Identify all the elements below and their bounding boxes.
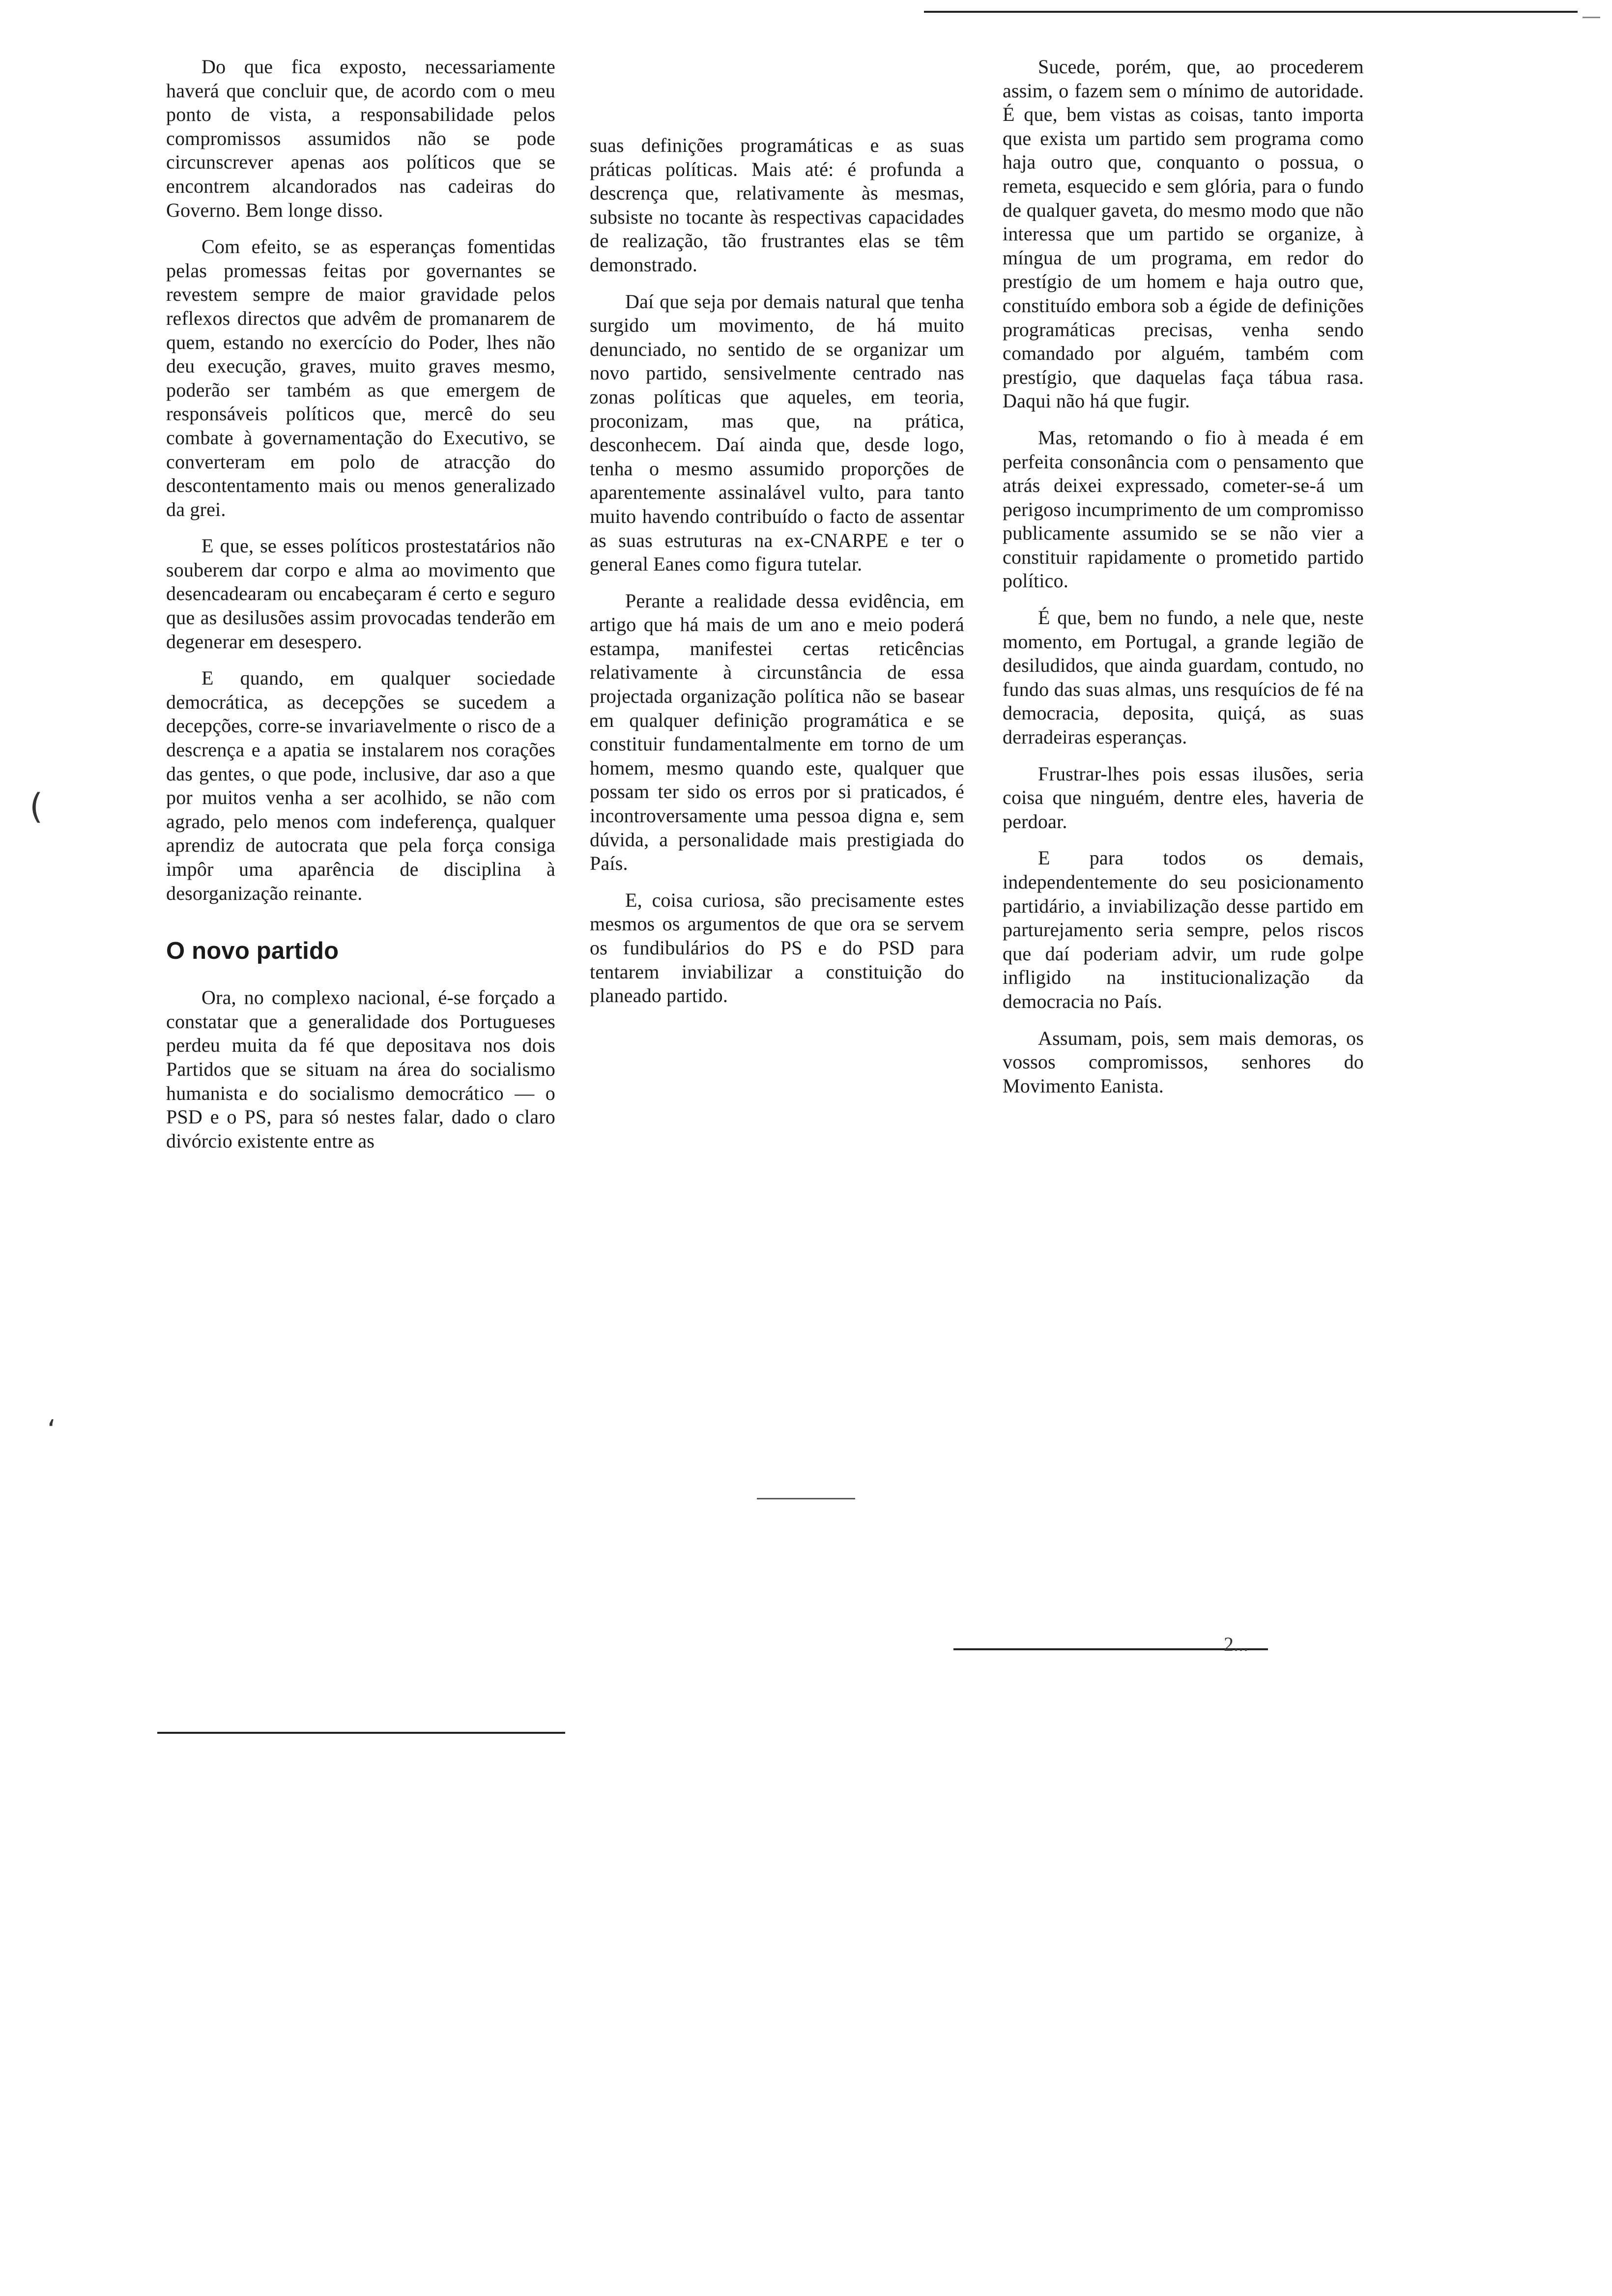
article-column-2 [590,134,964,1008]
paragraph: Daí que seja por demais natural que tenha surgido um movimento, de há muito denunciado, no sentido de se organizar um novo partido, sensivelmente centrado nas zonas políticas que aqueles, em teoria, proconizam, mas que, na prática, desconhecem. Daí ainda que, desde logo, tenha o mesmo assumido proporções de aparentemente assinalável vulto, para tanto muito havendo contribuído o facto de assentar as suas estruturas na ex-CNARPE e ter o general Eanes como figura tutelar. [590,290,964,575]
scan-margin-mark: ‘ [47,1414,56,1446]
paragraph: suas definições programáticas e as suas práticas políticas. Mais até: é profunda a descrença que, relativamente às mesmas, subsiste no tocante às respectivas capacidades de realização, tão frustrantes elas se têm demonstrado. [590,134,964,276]
paragraph: Sucede, porém, que, ao procederem assim, o fazem sem o mínimo de autoridade. É que, bem vistas as coisas, tanto importa que exista um partido sem programa como haja outro que, conquanto o possua, o remeta, esquecido e sem glória, para o fundo de qualquer gaveta, do mesmo modo que não interessa que um partido se organize, à míngua de um programa, em redor do prestígio de um homem e haja outro que, constituído embora sob a égide de definições programáticas precisas, venha sendo comandado por alguém, também com prestígio, que daquelas faça tábua rasa. Daqui não há que fugir. [1003,56,1364,412]
column-2-end-mark [757,1498,855,1499]
page-number: 2... [1224,1633,1248,1655]
scan-margin-mark: ( [29,786,43,827]
paragraph: E para todos os demais, independentemente do seu posicionamento partidário, a inviabilização desse partido em parturejamento seria sempre, pelos riscos que daí poderiam advir, um rude golpe infligido na institucionalização da democracia no País. [1003,847,1364,1012]
paragraph: Com efeito, se as esperanças fomentidas pelas promessas feitas por governantes se revestem sempre de maior gravidade pelos reflexos directos que advêm de promanarem de quem, estando no exercício do Poder, lhes não deu execução, graves, muito graves mesmo, poderão ser também as que emergem de responsáveis políticos que, mercê do seu combate à governamentação do Executivo, se converteram em polo de atracção do descontentamento mais ou menos generalizado da grei. [166,235,555,520]
paragraph: Do que fica exposto, necessariamente haverá que concluir que, de acordo com o meu ponto de vista, a responsabilidade pelos compromissos assumidos não se pode circunscrever apenas aos políticos que se encontrem alcandorados nas cadeiras do Governo. Bem longe disso. [166,56,555,221]
article-column-3 [1003,55,1364,1098]
column-3-end-rule [953,1648,1268,1650]
top-rule [924,11,1578,13]
paragraph: Frustrar-lhes pois essas ilusões, seria coisa que ninguém, dentre eles, haveria de perdoar. [1003,762,1364,832]
paragraph: Perante a realidade dessa evidência, em artigo que há mais de um ano e meio poderá estampa, manifestei certas reticências relativamente à circunstância de essa projectada organização política não se basear em qualquer definição programática e se constituir fundamentalmente em torno de um homem, mesmo quando este, qualquer que possam ter sido os erros por si praticados, é incontroversamente uma pessoa digna e, sem dúvida, a personalidade mais prestigiada do País. [590,589,964,875]
column-1-bottom-rule [157,1732,565,1734]
section-heading: O novo partido [166,938,339,965]
paragraph: É que, bem no fundo, a nele que, neste momento, em Portugal, a grande legião de desiludidos, que ainda guardam, contudo, no fundo das suas almas, uns resquícios de fé na democracia, deposita, quiçá, as suas derradeiras esperanças. [1003,606,1364,748]
paragraph: Mas, retomando o fio à meada é em perfeita consonância com o pensamento que atrás deixei expressado, cometer-se-á um perigoso incumprimento de um compromisso publicamente assumido se se não vier a constituir rapidamente o prometido partido político. [1003,426,1364,592]
top-rule-dash [1583,17,1600,18]
paragraph: Assumam, pois, sem mais demoras, os vossos compromissos, senhores do Movimento Eanista. [1003,1027,1364,1097]
paragraph: E que, se esses políticos prostestatários não souberem dar corpo e alma ao movimento que desencadearam ou encabeçaram é certo e seguro que as desilusões assim provocadas tenderão em degenerar em desespero. [166,535,555,653]
paragraph: Ora, no complexo nacional, é-se forçado a constatar que a generalidade dos Portugueses perdeu muita da fé que depositava nos dois Partidos que se situam na área do socialismo humanista e do socialismo democrático — o PSD e o PS, para só nestes falar, dado o claro divórcio existente entre as [166,986,555,1152]
paragraph: E, coisa curiosa, são precisamente estes mesmos os argumentos de que ora se servem os fundibulários do PS e do PSD para tentarem inviabilizar a constituição do planeado partido. [590,889,964,1007]
article-column-1 [166,55,555,1153]
paragraph: E quando, em qualquer sociedade democrática, as decepções se sucedem a decepções, corre-se invariavelmente o risco de a descrença e a apatia se instalarem nos corações das gentes, o que pode, inclusive, dar aso a que por muitos venha a ser acolhido, se não com agrado, pelo menos com indeferença, qualquer aprendiz de autocrata que pela força consiga impôr uma aparência de disciplina à desorganização reinante. [166,667,555,904]
